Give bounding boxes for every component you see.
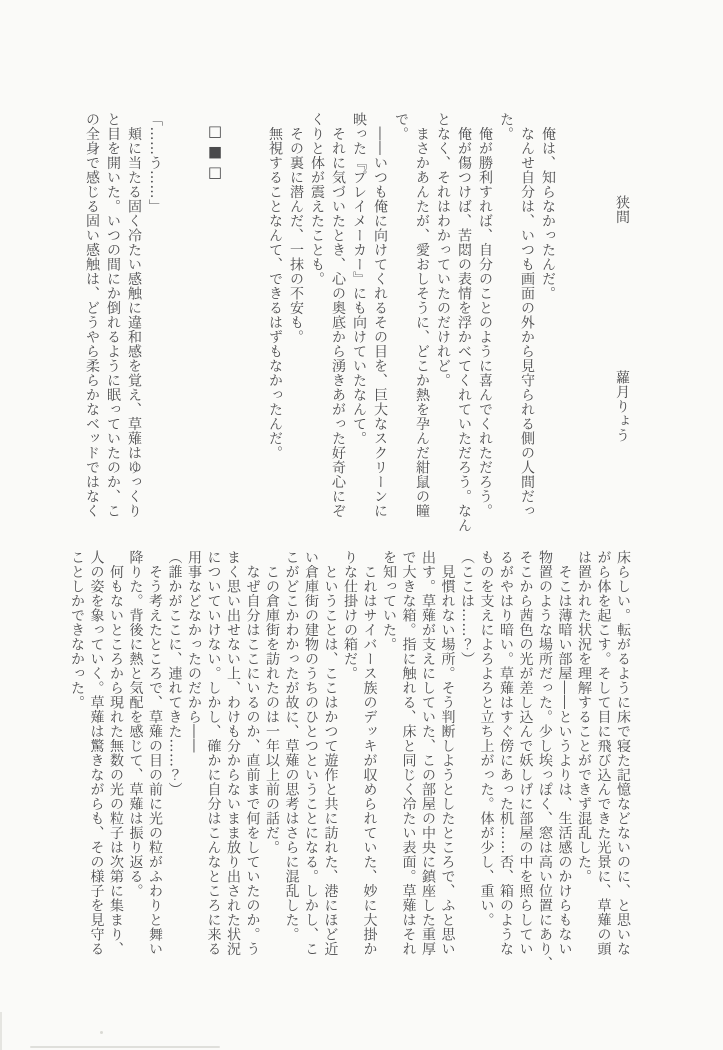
- story-bottom-section: [67, 550, 633, 980]
- text-line: 「……う……」: [147, 112, 163, 214]
- text-line: まさかあんたが、愛おしそうに、どこか熱を孕んだ紺鼠の瞳: [414, 112, 430, 518]
- text-line: を知っていた。: [381, 550, 397, 652]
- text-line: 俺が傷つけば、苦悶の表情を浮かべてくれていただろう。なん: [456, 112, 472, 533]
- text-line: るがやはり暗い。草薙はすぐ傍にあった机……否、箱のような: [498, 550, 514, 956]
- text-line: の全身で感じる固い感触は、どうやら柔らかなベッドではなく: [84, 112, 100, 518]
- text-line: ということは、ここはかつて遊作と共に訪れた、港にほど近: [322, 550, 339, 956]
- text-line: 床らしい。転がるように床で寝た記憶などないのに、と思いな: [615, 550, 631, 956]
- title-column: [611, 112, 632, 536]
- text-line: 俺が勝利すれば、自分のことのように喜んでくれただろう。: [477, 112, 493, 518]
- text-line: 出す。草薙が支えにしていた、この部屋の中央に鎮座した重厚: [420, 550, 436, 956]
- text-line: （ここは……？）: [459, 550, 475, 666]
- text-line: まく思い出せない上、わけも分からないまま放り出された状況: [225, 550, 241, 956]
- text-line: それに気づいたとき、心の奥底から湧きあがった好奇心にぞ: [330, 112, 346, 518]
- scan-artifact-bottom-edge: [30, 1046, 220, 1048]
- text-line: で大きな箱。指に触れる、床と同じく冷たい表面。草薙はそれ: [400, 550, 417, 956]
- text-line: （誰かがここに、連れてきた……？）: [166, 550, 183, 797]
- text-line: がら体を起こす。そして目に飛び込んできた光景に、草薙の頭: [595, 550, 612, 956]
- text-line: についていけない。しかし、確かに自分はこんなところに来る: [205, 550, 222, 956]
- text-line: これはサイバース族のデッキが収められていた、妙に大掛か: [361, 550, 378, 956]
- text-line: その裏に潜んだ、一抹の不安も。: [288, 112, 304, 344]
- text-line: 映った『プレイメーカー』にも向けていたなんて。: [351, 112, 367, 446]
- text-line: と目を開いた。いつの間にか倒れるように眠っていたのか、こ: [105, 112, 121, 518]
- text-line: た。: [498, 112, 514, 141]
- text-line: 物置のような場所だった。少し埃っぽく、窓は高い位置にあり、: [537, 550, 553, 971]
- text-line: くりと体が震えたことも。: [309, 112, 325, 286]
- text-line: そこは薄暗い部屋――というよりは、生活感のかけらもない: [556, 550, 573, 956]
- text-line: ことしかできなかった。: [69, 550, 85, 710]
- text-line: い倉庫街の建物のうちのひとつということになる。しかし、こ: [303, 550, 319, 956]
- text-line: そこから茜色の光が差し込んで妖しげに部屋の中を照らしてい: [517, 550, 534, 956]
- text-line: は置かれた状況を理解することができず混乱した。: [576, 550, 592, 884]
- story-top-section: [81, 112, 632, 536]
- text-line: 無視することなんて、できるはずもなかったんだ。: [267, 112, 283, 460]
- text-line: ものを支えによろよろと立ち上がった。体が少し、重い。: [478, 550, 495, 927]
- text-line: 降りた。背後に熱と気配を感じて、草薙は振り返る。: [127, 550, 144, 898]
- text-line: ――いつも俺に向けてくれるその目を、巨大なスクリーンに: [372, 112, 388, 518]
- text-line: そう考えたところで、草薙の目の前に光の粒がふわりと舞い: [147, 550, 163, 956]
- text-line: 何もないところから現れた無数の光の粒子は次第に集まり、: [108, 550, 124, 956]
- page-title: 狭間: [614, 195, 630, 224]
- text-line: で。: [393, 112, 409, 141]
- text-line: 用事などなかったのだから――: [186, 550, 202, 753]
- text-line: 人の姿を象っていく。草薙は驚きながらも、その様子を見守る: [88, 550, 105, 956]
- text-line: なぜ自分はここにいるのか、直前まで何をしていたのか。う: [244, 550, 261, 956]
- text-line: 俺は、知らなかったんだ。: [540, 112, 556, 301]
- text-line: 見慣れない場所。そう判断しようとしたところで、ふと思い: [439, 550, 456, 956]
- text-line: こがどこかわかったが故に、草薙の思考はさらに混乱した。: [283, 550, 300, 942]
- text-line: りな仕掛けの箱だ。: [342, 550, 358, 681]
- text-line: この倉庫街を訪れたのは一年以上前の話だ。: [264, 550, 280, 855]
- text-line: 頬に当たる固く冷たい感触に違和感を覚え、草薙はゆっくり: [126, 112, 142, 518]
- text-line: なんせ自分は、いつも画面の外から見守られる側の人間だっ: [519, 112, 535, 518]
- author-name: 蘿月りょう: [614, 369, 630, 443]
- scan-artifact-speck: [100, 1031, 103, 1034]
- text-line: となく、それはわかっていたのだけれど。: [435, 112, 451, 388]
- section-divider: □■□: [206, 122, 224, 184]
- scan-artifact-left-edge: [0, 1012, 2, 1050]
